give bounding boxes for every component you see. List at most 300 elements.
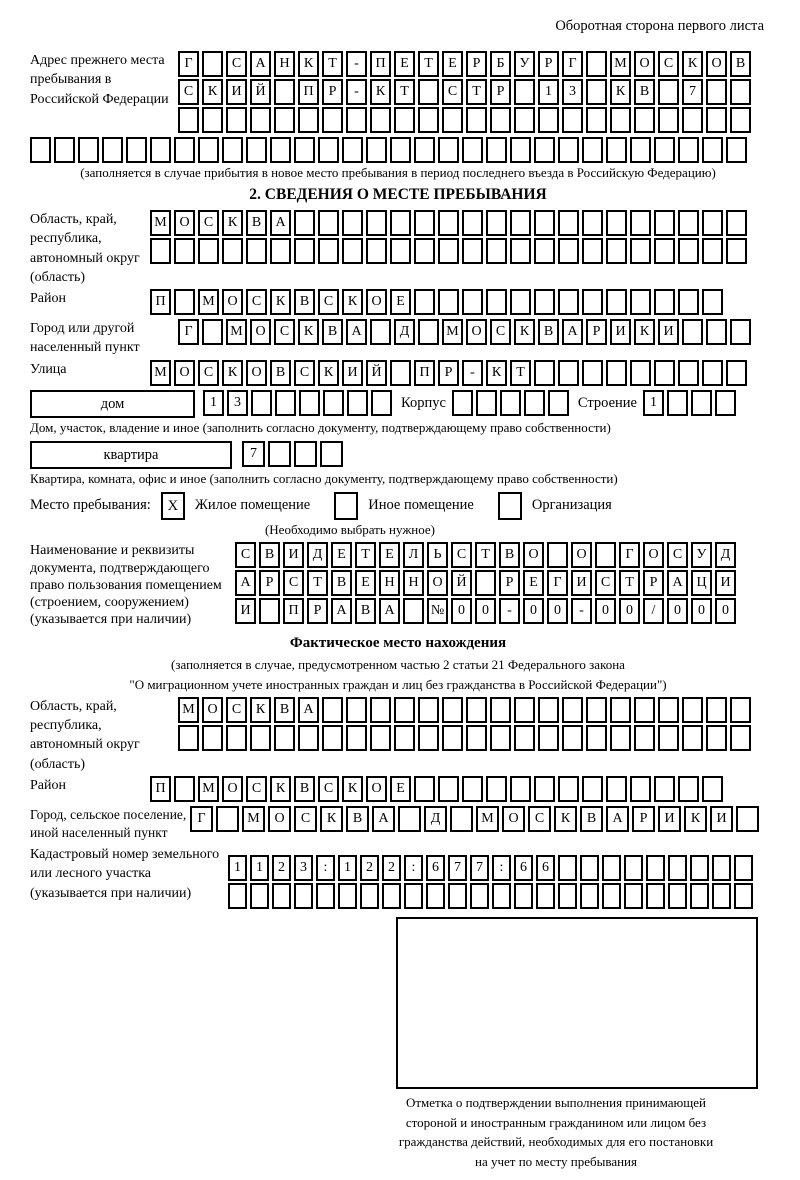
char-cell[interactable]: С (246, 289, 267, 315)
char-cell[interactable] (246, 238, 267, 264)
char-cell[interactable] (562, 725, 583, 751)
char-cell[interactable]: К (486, 360, 507, 386)
char-cell[interactable] (228, 883, 247, 909)
char-cell[interactable] (316, 883, 335, 909)
char-cell[interactable]: С (235, 542, 256, 568)
char-cell[interactable] (418, 725, 439, 751)
char-cell[interactable] (547, 542, 568, 568)
char-cell[interactable]: А (235, 570, 256, 596)
char-cell[interactable]: 0 (547, 598, 568, 624)
char-cell[interactable]: П (298, 79, 319, 105)
char-cell[interactable] (624, 855, 643, 881)
char-cell[interactable]: М (198, 776, 219, 802)
char-cell[interactable]: 1 (250, 855, 269, 881)
char-cell[interactable] (730, 319, 751, 345)
char-cell[interactable] (690, 883, 709, 909)
char-cell[interactable] (438, 137, 459, 163)
char-cell[interactable] (222, 137, 243, 163)
char-cell[interactable]: - (499, 598, 520, 624)
char-cell[interactable] (390, 360, 411, 386)
char-cell[interactable]: М (476, 806, 499, 832)
char-cell[interactable]: В (499, 542, 520, 568)
char-cell[interactable] (370, 107, 391, 133)
char-cell[interactable]: Г (619, 542, 640, 568)
char-cell[interactable]: О (634, 51, 655, 77)
char-cell[interactable] (174, 238, 195, 264)
char-cell[interactable]: 2 (382, 855, 401, 881)
char-cell[interactable]: О (466, 319, 487, 345)
char-cell[interactable]: П (283, 598, 304, 624)
char-cell[interactable] (730, 725, 751, 751)
char-cell[interactable]: В (259, 542, 280, 568)
char-cell[interactable] (462, 210, 483, 236)
char-cell[interactable] (702, 238, 723, 264)
char-cell[interactable] (536, 883, 555, 909)
char-cell[interactable] (510, 238, 531, 264)
char-cell[interactable]: 1 (538, 79, 559, 105)
char-cell[interactable]: С (294, 806, 317, 832)
char-cell[interactable]: П (150, 289, 171, 315)
char-cell[interactable]: Р (586, 319, 607, 345)
char-cell[interactable]: Ь (427, 542, 448, 568)
char-cell[interactable] (534, 289, 555, 315)
char-cell[interactable]: А (606, 806, 629, 832)
char-cell[interactable] (342, 210, 363, 236)
char-cell[interactable]: М (242, 806, 265, 832)
char-cell[interactable]: С (294, 360, 315, 386)
char-cell[interactable] (418, 697, 439, 723)
char-cell[interactable] (630, 289, 651, 315)
char-cell[interactable]: - (346, 79, 367, 105)
char-cell[interactable]: С (318, 289, 339, 315)
char-cell[interactable]: И (283, 542, 304, 568)
char-cell[interactable]: О (174, 210, 195, 236)
char-cell[interactable]: 7 (682, 79, 703, 105)
char-cell[interactable]: А (270, 210, 291, 236)
char-cell[interactable]: В (294, 776, 315, 802)
char-cell[interactable] (606, 776, 627, 802)
char-cell[interactable] (678, 238, 699, 264)
char-cell[interactable] (268, 441, 291, 467)
char-cell[interactable] (658, 725, 679, 751)
char-cell[interactable]: С (274, 319, 295, 345)
char-cell[interactable]: 7 (470, 855, 489, 881)
char-cell[interactable] (486, 137, 507, 163)
char-cell[interactable]: С (226, 51, 247, 77)
char-cell[interactable] (678, 210, 699, 236)
char-cell[interactable]: В (274, 697, 295, 723)
char-cell[interactable] (298, 107, 319, 133)
char-cell[interactable]: К (298, 51, 319, 77)
char-cell[interactable] (702, 776, 723, 802)
char-cell[interactable] (150, 137, 171, 163)
char-cell[interactable]: 2 (360, 855, 379, 881)
char-cell[interactable] (558, 289, 579, 315)
char-cell[interactable] (580, 883, 599, 909)
char-cell[interactable]: Д (424, 806, 447, 832)
char-cell[interactable] (702, 137, 723, 163)
char-cell[interactable] (414, 238, 435, 264)
char-cell[interactable] (394, 107, 415, 133)
char-cell[interactable]: 0 (523, 598, 544, 624)
char-cell[interactable]: С (490, 319, 511, 345)
char-cell[interactable]: 0 (667, 598, 688, 624)
char-cell[interactable]: 2 (272, 855, 291, 881)
char-cell[interactable] (734, 855, 753, 881)
char-cell[interactable] (595, 542, 616, 568)
char-cell[interactable] (476, 390, 497, 416)
char-cell[interactable] (390, 238, 411, 264)
char-cell[interactable]: 3 (227, 390, 248, 416)
char-cell[interactable] (630, 360, 651, 386)
char-cell[interactable]: Р (259, 570, 280, 596)
char-cell[interactable]: М (150, 210, 171, 236)
char-cell[interactable] (726, 137, 747, 163)
char-cell[interactable] (462, 289, 483, 315)
char-cell[interactable] (475, 570, 496, 596)
char-cell[interactable] (654, 238, 675, 264)
char-cell[interactable] (294, 238, 315, 264)
char-cell[interactable]: С (198, 210, 219, 236)
char-cell[interactable] (404, 883, 423, 909)
char-cell[interactable] (202, 107, 223, 133)
char-cell[interactable] (366, 137, 387, 163)
char-cell[interactable] (678, 137, 699, 163)
char-cell[interactable] (514, 725, 535, 751)
char-cell[interactable]: 0 (715, 598, 736, 624)
char-cell[interactable] (322, 725, 343, 751)
char-cell[interactable] (360, 883, 379, 909)
char-cell[interactable] (702, 360, 723, 386)
char-cell[interactable] (734, 883, 753, 909)
char-cell[interactable] (414, 776, 435, 802)
char-cell[interactable]: К (202, 79, 223, 105)
char-cell[interactable] (562, 697, 583, 723)
char-cell[interactable] (630, 238, 651, 264)
char-cell[interactable]: Т (355, 542, 376, 568)
char-cell[interactable] (226, 725, 247, 751)
char-cell[interactable]: Г (547, 570, 568, 596)
char-cell[interactable] (371, 390, 392, 416)
char-cell[interactable]: К (270, 776, 291, 802)
char-cell[interactable]: О (268, 806, 291, 832)
char-cell[interactable] (414, 210, 435, 236)
char-cell[interactable]: О (643, 542, 664, 568)
char-cell[interactable]: / (643, 598, 664, 624)
char-cell[interactable] (538, 725, 559, 751)
char-cell[interactable] (586, 79, 607, 105)
char-cell[interactable] (668, 855, 687, 881)
char-cell[interactable]: К (610, 79, 631, 105)
char-cell[interactable] (534, 776, 555, 802)
char-cell[interactable] (438, 289, 459, 315)
char-cell[interactable]: В (355, 598, 376, 624)
char-cell[interactable]: 3 (562, 79, 583, 105)
char-cell[interactable] (582, 776, 603, 802)
char-cell[interactable] (274, 725, 295, 751)
char-cell[interactable] (634, 107, 655, 133)
char-cell[interactable] (534, 360, 555, 386)
char-cell[interactable] (342, 137, 363, 163)
char-cell[interactable] (198, 238, 219, 264)
char-cell[interactable]: Е (523, 570, 544, 596)
char-cell[interactable]: С (198, 360, 219, 386)
char-cell[interactable] (294, 210, 315, 236)
char-cell[interactable]: К (270, 289, 291, 315)
char-cell[interactable]: К (298, 319, 319, 345)
char-cell[interactable]: М (442, 319, 463, 345)
char-cell[interactable] (366, 210, 387, 236)
char-cell[interactable] (678, 776, 699, 802)
char-cell[interactable] (78, 137, 99, 163)
char-cell[interactable] (370, 725, 391, 751)
char-cell[interactable] (222, 238, 243, 264)
char-cell[interactable] (251, 390, 272, 416)
char-cell[interactable] (606, 289, 627, 315)
char-cell[interactable] (294, 137, 315, 163)
char-cell[interactable] (466, 697, 487, 723)
char-cell[interactable]: К (342, 776, 363, 802)
char-cell[interactable]: О (366, 776, 387, 802)
char-cell[interactable]: : (316, 855, 335, 881)
char-cell[interactable]: О (502, 806, 525, 832)
char-cell[interactable] (338, 883, 357, 909)
char-cell[interactable] (418, 319, 439, 345)
char-cell[interactable] (418, 79, 439, 105)
char-cell[interactable] (510, 210, 531, 236)
char-cell[interactable]: Т (466, 79, 487, 105)
char-cell[interactable]: П (414, 360, 435, 386)
char-cell[interactable] (390, 210, 411, 236)
char-cell[interactable] (510, 289, 531, 315)
char-cell[interactable] (606, 360, 627, 386)
char-cell[interactable] (442, 107, 463, 133)
char-cell[interactable]: О (174, 360, 195, 386)
char-cell[interactable] (668, 883, 687, 909)
char-cell[interactable]: - (346, 51, 367, 77)
char-cell[interactable] (274, 79, 295, 105)
char-cell[interactable] (682, 319, 703, 345)
char-cell[interactable] (426, 883, 445, 909)
char-cell[interactable]: Д (307, 542, 328, 568)
char-cell[interactable] (346, 107, 367, 133)
char-cell[interactable]: К (342, 289, 363, 315)
char-cell[interactable] (174, 776, 195, 802)
char-cell[interactable] (630, 210, 651, 236)
char-cell[interactable] (602, 855, 621, 881)
char-cell[interactable] (538, 697, 559, 723)
char-cell[interactable] (702, 289, 723, 315)
char-cell[interactable] (366, 238, 387, 264)
char-cell[interactable] (706, 725, 727, 751)
char-cell[interactable] (558, 883, 577, 909)
char-cell[interactable]: Р (499, 570, 520, 596)
char-cell[interactable]: Й (250, 79, 271, 105)
char-cell[interactable]: П (150, 776, 171, 802)
char-cell[interactable] (538, 107, 559, 133)
char-cell[interactable] (606, 137, 627, 163)
char-cell[interactable] (691, 390, 712, 416)
char-cell[interactable] (299, 390, 320, 416)
char-cell[interactable] (634, 725, 655, 751)
char-cell[interactable] (226, 107, 247, 133)
char-cell[interactable] (715, 390, 736, 416)
char-cell[interactable] (524, 390, 545, 416)
char-cell[interactable] (630, 776, 651, 802)
char-cell[interactable] (346, 725, 367, 751)
char-cell[interactable] (654, 776, 675, 802)
char-cell[interactable] (272, 883, 291, 909)
char-cell[interactable]: К (320, 806, 343, 832)
char-cell[interactable] (624, 883, 643, 909)
char-cell[interactable] (394, 725, 415, 751)
char-cell[interactable]: С (442, 79, 463, 105)
char-cell[interactable]: М (198, 289, 219, 315)
char-cell[interactable] (586, 51, 607, 77)
char-cell[interactable]: М (178, 697, 199, 723)
char-cell[interactable] (558, 137, 579, 163)
char-cell[interactable]: К (222, 210, 243, 236)
char-cell[interactable] (706, 79, 727, 105)
char-cell[interactable]: Б (490, 51, 511, 77)
char-cell[interactable] (558, 360, 579, 386)
char-cell[interactable]: Р (490, 79, 511, 105)
char-cell[interactable] (514, 883, 533, 909)
checkbox-organizaciya[interactable] (498, 492, 522, 520)
char-cell[interactable]: О (222, 776, 243, 802)
char-cell[interactable]: К (514, 319, 535, 345)
char-cell[interactable] (298, 725, 319, 751)
char-cell[interactable] (646, 883, 665, 909)
char-cell[interactable]: Р (643, 570, 664, 596)
char-cell[interactable] (712, 883, 731, 909)
char-cell[interactable] (448, 883, 467, 909)
char-cell[interactable]: В (270, 360, 291, 386)
char-cell[interactable]: 7 (448, 855, 467, 881)
char-cell[interactable] (418, 107, 439, 133)
char-cell[interactable]: К (682, 51, 703, 77)
char-cell[interactable]: А (346, 319, 367, 345)
char-cell[interactable] (514, 107, 535, 133)
char-cell[interactable] (102, 137, 123, 163)
char-cell[interactable] (342, 238, 363, 264)
char-cell[interactable]: Е (442, 51, 463, 77)
char-cell[interactable]: К (318, 360, 339, 386)
char-cell[interactable]: У (691, 542, 712, 568)
char-cell[interactable]: - (571, 598, 592, 624)
char-cell[interactable]: П (370, 51, 391, 77)
char-cell[interactable] (486, 210, 507, 236)
char-cell[interactable] (490, 697, 511, 723)
char-cell[interactable]: В (346, 806, 369, 832)
char-cell[interactable] (726, 210, 747, 236)
char-cell[interactable]: С (246, 776, 267, 802)
char-cell[interactable]: Р (438, 360, 459, 386)
char-cell[interactable] (682, 107, 703, 133)
char-cell[interactable]: С (318, 776, 339, 802)
char-cell[interactable]: В (331, 570, 352, 596)
char-cell[interactable] (682, 725, 703, 751)
char-cell[interactable] (736, 806, 759, 832)
char-cell[interactable] (347, 390, 368, 416)
char-cell[interactable]: К (684, 806, 707, 832)
char-cell[interactable]: О (366, 289, 387, 315)
char-cell[interactable] (274, 107, 295, 133)
char-cell[interactable] (548, 390, 569, 416)
char-cell[interactable]: С (667, 542, 688, 568)
char-cell[interactable]: О (222, 289, 243, 315)
char-cell[interactable] (510, 776, 531, 802)
char-cell[interactable]: И (658, 319, 679, 345)
char-cell[interactable]: Р (307, 598, 328, 624)
char-cell[interactable] (462, 776, 483, 802)
char-cell[interactable]: А (379, 598, 400, 624)
checkbox-zhiloe[interactable]: X (161, 492, 185, 520)
char-cell[interactable]: В (246, 210, 267, 236)
char-cell[interactable] (450, 806, 473, 832)
char-cell[interactable]: А (250, 51, 271, 77)
char-cell[interactable]: 1 (338, 855, 357, 881)
char-cell[interactable] (582, 238, 603, 264)
char-cell[interactable]: О (202, 697, 223, 723)
char-cell[interactable]: В (730, 51, 751, 77)
char-cell[interactable] (438, 238, 459, 264)
char-cell[interactable]: И (610, 319, 631, 345)
char-cell[interactable] (702, 210, 723, 236)
char-cell[interactable] (442, 697, 463, 723)
char-cell[interactable] (323, 390, 344, 416)
char-cell[interactable]: О (706, 51, 727, 77)
char-cell[interactable] (462, 137, 483, 163)
char-cell[interactable] (216, 806, 239, 832)
char-cell[interactable]: - (462, 360, 483, 386)
char-cell[interactable] (682, 697, 703, 723)
char-cell[interactable] (654, 137, 675, 163)
char-cell[interactable] (510, 137, 531, 163)
char-cell[interactable] (174, 289, 195, 315)
char-cell[interactable]: И (226, 79, 247, 105)
char-cell[interactable]: К (222, 360, 243, 386)
char-cell[interactable] (486, 238, 507, 264)
char-cell[interactable]: К (250, 697, 271, 723)
char-cell[interactable]: И (710, 806, 733, 832)
char-cell[interactable]: С (178, 79, 199, 105)
char-cell[interactable]: И (342, 360, 363, 386)
char-cell[interactable] (690, 855, 709, 881)
char-cell[interactable]: У (514, 51, 535, 77)
char-cell[interactable] (514, 79, 535, 105)
char-cell[interactable]: 0 (619, 598, 640, 624)
char-cell[interactable]: С (528, 806, 551, 832)
char-cell[interactable] (126, 137, 147, 163)
char-cell[interactable]: Н (379, 570, 400, 596)
char-cell[interactable]: № (427, 598, 448, 624)
char-cell[interactable] (202, 319, 223, 345)
char-cell[interactable] (322, 697, 343, 723)
char-cell[interactable] (318, 210, 339, 236)
char-cell[interactable]: Е (379, 542, 400, 568)
char-cell[interactable]: Р (632, 806, 655, 832)
char-cell[interactable] (486, 289, 507, 315)
char-cell[interactable]: К (554, 806, 577, 832)
char-cell[interactable]: 3 (294, 855, 313, 881)
char-cell[interactable]: Р (466, 51, 487, 77)
char-cell[interactable] (275, 390, 296, 416)
char-cell[interactable] (294, 441, 317, 467)
char-cell[interactable] (610, 107, 631, 133)
char-cell[interactable]: Т (619, 570, 640, 596)
char-cell[interactable] (250, 883, 269, 909)
